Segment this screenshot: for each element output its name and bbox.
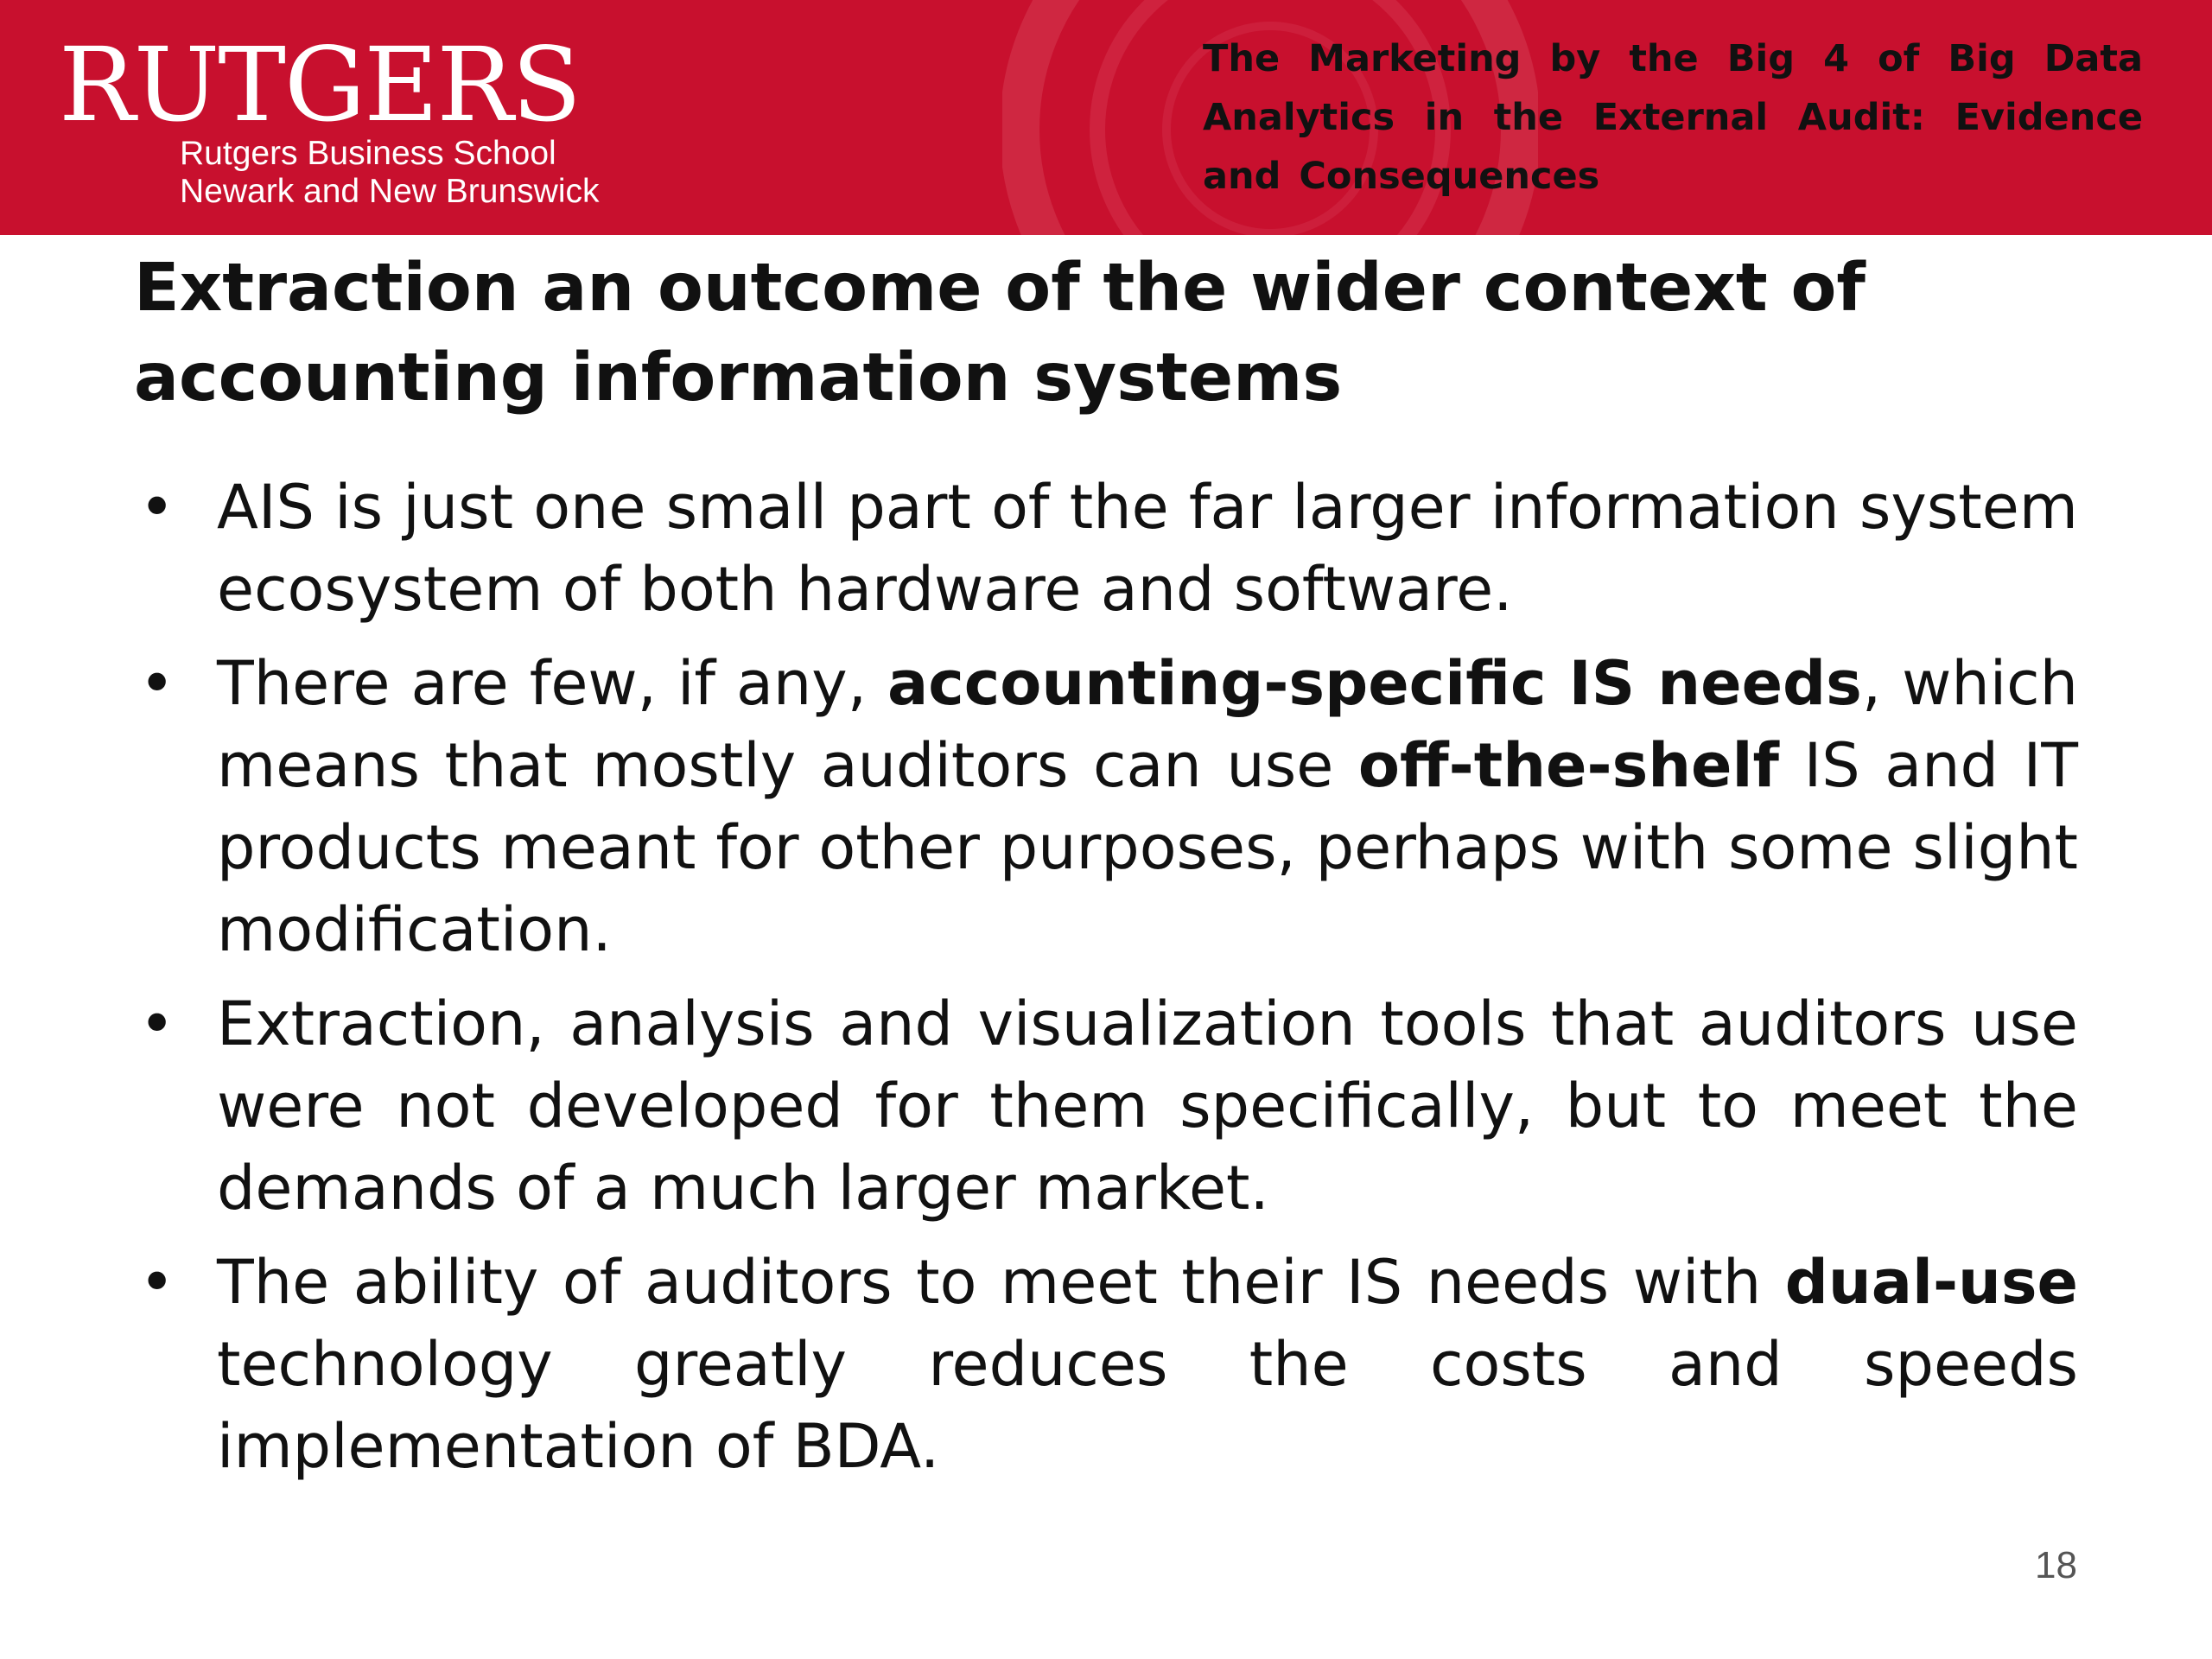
page-number: 18 [2035, 1544, 2077, 1586]
brand-wordmark: RUTGERS [59, 25, 581, 144]
brand-subtitle-line-1: Rutgers Business School [180, 135, 556, 172]
deck-title: The Marketing by the Big 4 of Big Data Analytics in the External Audit: Evidence and Consequences [1203, 37, 2143, 198]
bullet-text: Extraction, analysis and visualization tools that auditors use were not developed for them specifically, but to meet the demands of a much larger market. [217, 988, 2078, 1224]
bullet-text: There are few, if any, [217, 648, 887, 719]
bullet-item [134, 643, 2078, 971]
bullet-dot-icon: • [139, 648, 175, 719]
brand-subtitle [180, 135, 698, 211]
slide-heading: Extraction an outcome of the wider context of accounting information systems [134, 250, 1866, 416]
bullet-emphasis: accounting-specific IS needs [887, 648, 1862, 719]
bullet-text: IS and IT products meant for other purposes, perhaps with some slight modification. [217, 730, 2078, 965]
bullet-text: AIS is just one small part of the far larger information system ecosystem of both hardware and software. [217, 472, 2078, 625]
brand-subtitle-line-2: Newark and New Brunswick [180, 173, 600, 210]
bullet-item [134, 467, 2078, 631]
rutgers-logo [59, 24, 600, 210]
bullet-item [134, 983, 2078, 1230]
bullet-text: The ability of auditors to meet their IS needs with [217, 1247, 1785, 1318]
bullet-dot-icon: • [139, 1247, 175, 1318]
bullet-text: , which means that mostly auditors can use [217, 648, 2079, 801]
bullet-list [134, 467, 2078, 1500]
bullet-dot-icon: • [139, 472, 175, 543]
bullet-emphasis: dual-use [1784, 1247, 2078, 1318]
bullet-dot-icon: • [139, 988, 175, 1059]
bullet-item [134, 1242, 2078, 1488]
bullet-text: technology greatly reduces the costs and speeds implementation of BDA. [217, 1329, 2078, 1482]
bullet-emphasis: off-the-shelf [1357, 730, 1779, 801]
header-band [0, 0, 2212, 235]
